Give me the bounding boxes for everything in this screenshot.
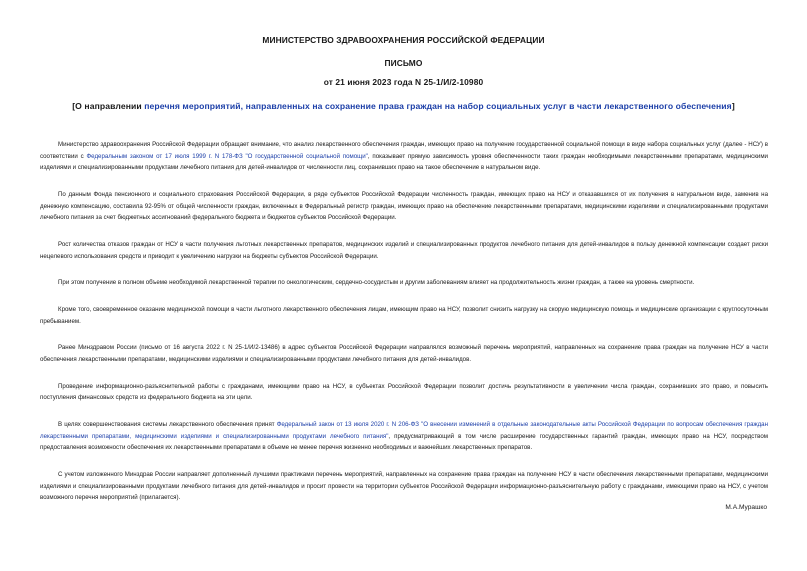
paragraph-4: При этом получение в полном объеме необходимой лекарственной терапии по онкологическим, сердечно-сосудистым и другим заболеваниям влияет на продолжительность жизни граждан, а также на уровень смертности. — [58, 279, 695, 287]
signature: М.А.Мурашко — [725, 504, 767, 511]
paragraph-text: , показывает прямую зависимость уровня обеспеченности таких граждан необходимыми лекарственными препаратами, медицинскими изделиями и специализированными продуктами лечебного питания для детей-инвалидов от численности лиц, сохранивших право на такое обеспечение в натуральном виде. — [40, 152, 768, 172]
paragraph-6: Ранее Минздравом России (письмо от 16 августа 2022 г. N 25-1/И/2-13486) в адрес субъектов Российской Федерации направлялся возможный перечень мероприятий, направленных на сохранение права граждан на получение НСУ в части обеспечения лекарственными препаратами, медицинскими изделиями и специализированными продуктами лечебного питания для детей-инвалидов. — [40, 344, 768, 364]
paragraph-text: Министерство здравоохранения Российской Федерации обращает внимание, что анализ лекарственного обеспечения граждан, имеющих право на получение государственной социальной помощи в виде набора социальных услуг (далее - НСУ) в соответствии с — [40, 141, 768, 160]
paragraph-7: Проведение информационно-разъяснительной работы с гражданами, имеющими право на НСУ, в субъектах Российской Федерации позволит достичь результативности в увеличении числа граждан, сохранивших это право, и повысить поступления финансовых средств из федерального бюджета на эти цели. — [40, 382, 768, 402]
document-title — [0, 101, 807, 111]
paragraph-8 — [40, 419, 768, 454]
paragraph-3: Рост количества отказов граждан от НСУ в части получения льготных лекарственных препаратов, медицинских изделий и специализированных продуктов лечебного питания для детей-инвалидов в пользу денежной компенсации создает риски нецелевого использования средств и приводит к увеличению нагрузки на бюджеты субъектов Российской Федерации. — [40, 240, 768, 260]
paragraph-text: , предусматривающий в том числе расширение государственных гарантий граждан, имеющих право на НСУ, посредством предоставления возможности обеспечения их лекарственными препаратами в объеме не менее перечня жизненно необходимых и важнейших лекарственных препаратов. — [40, 432, 768, 452]
title-bracket-open: [О направлении — [72, 101, 145, 111]
ministry-name: МИНИСТЕРСТВО ЗДРАВООХРАНЕНИЯ РОССИЙСКОЙ ФЕДЕРАЦИИ — [262, 35, 545, 45]
law-link-178-fz[interactable]: Федеральным законом от 17 июля 1999 г. N 178-ФЗ "О государственной социальной помощи" — [86, 152, 368, 160]
paragraph-1 — [40, 139, 768, 174]
document-body — [40, 139, 768, 519]
law-link-206-fz[interactable]: Федеральный закон от 13 июля 2020 г. N 206-ФЗ "О внесении изменений в отдельные законодательные акты Российской Федерации по вопросам обеспечения граждан лекарственными препаратами, медицинскими изделиями и специализированными продуктами лечебного питания" — [40, 421, 768, 440]
paragraph-9: С учетом изложенного Минздрав России направляет дополненный лучшими практиками перечень мероприятий, направленных на сохранение права граждан на получение НСУ в части обеспечения лекарственными препаратами, медицинскими изделиями и специализированными продуктами лечебного питания для детей-инвалидов и просит провести на территории субъектов Российской Федерации информационно-разъяснительную работу с гражданами, имеющими право на НСУ, с учетом возможного перечня мероприятий (прилагается). — [40, 471, 768, 502]
document-type: ПИСЬМО — [384, 58, 423, 68]
title-bracket-close: ] — [731, 101, 735, 111]
document-date-number: от 21 июня 2023 года N 25-1/И/2-10980 — [323, 77, 484, 87]
paragraph-2: По данным Фонда пенсионного и социального страхования Российской Федерации, в ряде субъектов Российской Федерации численность граждан, имеющих право на НСУ и отказавшихся от их получения в натуральном виде, заменив на денежную компенсацию, составила 92-95% от общей численности граждан, включенных в Федеральный регистр граждан, имеющих право на обеспечение лекарственными препаратами, медицинскими изделиями и специализированными продуктами лечебного питания за счет бюджетных ассигнований федерального бюджета и бюджетов субъектов Российской Федерации. — [40, 190, 768, 222]
title-link[interactable]: перечня мероприятий, направленных на сохранение права граждан на набор социальных услуг в части лекарственного обеспечения — [144, 101, 732, 111]
paragraph-text: В целях совершенствования системы лекарственного обеспечения принят — [58, 421, 277, 429]
paragraph-5: Кроме того, своевременное оказание медицинской помощи в части льготного лекарственного обеспечения лицам, имеющим право на НСУ, позволит снизить нагрузку на скорую медицинскую помощь и медицинские организации с круглосуточным пребыванием. — [40, 306, 768, 325]
